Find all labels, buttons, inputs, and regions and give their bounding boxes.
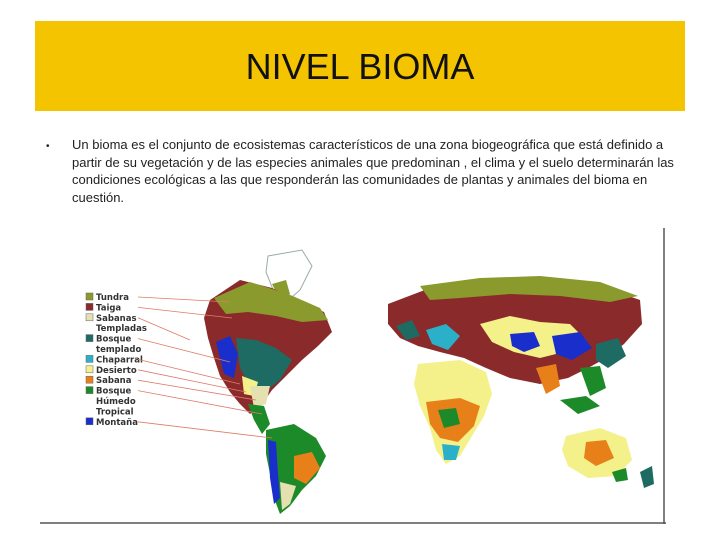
- legend-label: Bosque: [96, 386, 132, 397]
- south-america: [266, 424, 326, 514]
- legend-swatch: [86, 314, 93, 321]
- legend-label: Chaparral: [96, 355, 143, 366]
- legend-swatch: [86, 293, 93, 300]
- legend-swatch: [86, 335, 93, 342]
- legend-swatch: [86, 355, 93, 362]
- legend-swatch: [86, 376, 93, 383]
- legend-label: Templadas: [96, 324, 147, 335]
- bullet-text: Un bioma es el conjunto de ecosistemas característicos de una zona biogeográfica que está definido a partir de su vegetación y de las especies animales que predominan , el clima y el suelo determinarán las condiciones ecológicas a las que responderán las comunidades de plantas y animales del bioma en cuestión.: [72, 137, 674, 205]
- legend-label: Desierto: [96, 365, 137, 376]
- legend-swatch: [86, 418, 93, 425]
- legend-label: Montaña: [96, 417, 138, 428]
- legend-swatch: [86, 366, 93, 373]
- legend-label: Sabana: [96, 376, 132, 387]
- legend-label: Sabanas: [96, 313, 137, 324]
- legend-swatch: [86, 387, 93, 394]
- legend-label: Tundra: [96, 293, 129, 303]
- legend-leader-line: [138, 422, 272, 438]
- bullet-marker: •: [46, 141, 50, 152]
- legend-label: Bosque: [96, 334, 132, 345]
- legend-label: Taiga: [96, 303, 122, 314]
- legend-swatch: [86, 303, 93, 310]
- legend-label: Tropical: [96, 407, 134, 418]
- north-america: [204, 280, 332, 434]
- oceania: [560, 396, 654, 488]
- africa: [414, 360, 492, 464]
- biome-world-map: [40, 228, 666, 524]
- legend-label: Húmedo: [96, 397, 136, 407]
- title-bar: [35, 21, 685, 111]
- legend-label: templado: [96, 345, 142, 355]
- slide-title: NIVEL BIOMA: [245, 46, 475, 87]
